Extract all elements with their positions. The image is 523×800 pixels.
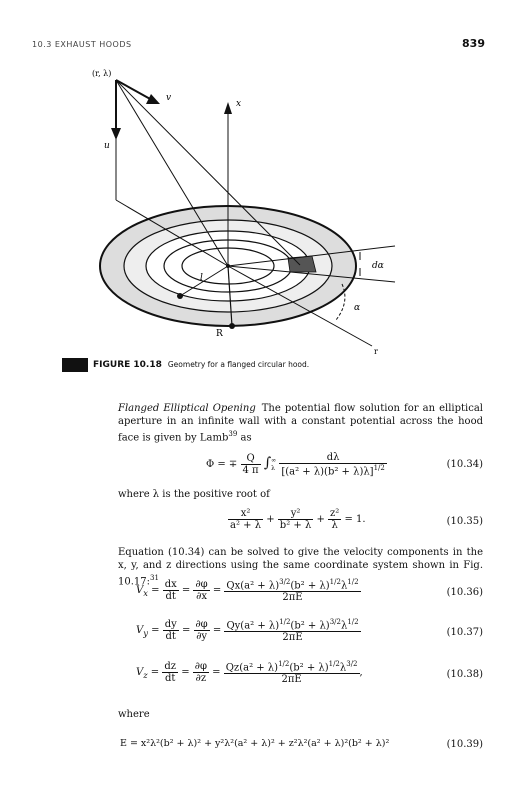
eq37-num-b: (b² + λ): [290, 620, 330, 632]
eq35-t1-num: x²: [228, 508, 263, 520]
eq36-d2-num: ∂φ: [195, 579, 208, 591]
eq37-num-a: Qy(a² + λ): [226, 620, 280, 632]
eq34-int-upper: ∞: [271, 456, 277, 464]
eq35-number: (10.35): [446, 516, 483, 527]
eq38-num-c: λ: [339, 662, 347, 674]
figure-10-18: [20, 60, 500, 360]
eq36-num-c: λ: [340, 580, 348, 592]
label-R: R: [216, 329, 223, 339]
eq36-num-e2: 1/2: [329, 578, 341, 586]
label-r: r: [374, 347, 378, 356]
caption-bar: [62, 358, 88, 372]
eq37-number: (10.37): [446, 627, 483, 638]
running-head: 10.3 EXHAUST HOODS: [32, 40, 132, 49]
eq35-t3-num: z²: [330, 508, 340, 519]
eq36-num-b: (b² + λ): [290, 580, 330, 592]
label-d-alpha: dα: [372, 261, 384, 271]
eq35-rhs: = 1.: [344, 514, 366, 525]
eq34-coef-den: 4 π: [242, 465, 259, 477]
eq35-t3-den: λ: [331, 520, 338, 531]
eq38-num-e1: 1/2: [278, 660, 290, 668]
label-l: l: [200, 273, 203, 283]
eq37-d2-den: ∂y: [196, 631, 208, 643]
eq37-den: 2πE: [282, 632, 303, 644]
eq37-num-e3: 1/2: [347, 618, 359, 626]
eq36-lhs: V: [136, 585, 144, 597]
equation-10-37: $V_y$ = $\frac{dy}{dt}$ = $\frac{\partial\varphi}{\partial y}$ = $\frac{Qy(a^2 + \lambda)^{1/2}(b^2 + \lambda)^{3/2}\lambda^{1/2}}{2\pi E}$: [136, 618, 359, 644]
eq36-num-a: Qx(a² + λ): [226, 580, 280, 592]
eq34-number: (10.34): [446, 459, 483, 470]
eq36-d1-den: dt: [165, 591, 176, 603]
label-x: x: [236, 99, 242, 109]
eq34-frac-num: dλ: [279, 452, 387, 464]
section-ref: 39: [228, 430, 238, 439]
label-u: u: [104, 141, 110, 151]
figure-caption: [93, 360, 309, 370]
section-heading: Flanged Elliptical Opening: [118, 403, 256, 414]
equation-10-39: E = x²λ²(b² + λ)² + y²λ²(a² + λ)² + z²λ²(a² + λ)²(b² + λ)²: [120, 738, 390, 749]
eq37-d1-den: dt: [165, 631, 176, 643]
v-arrow: [146, 94, 160, 104]
text-where-lambda: where λ is the positive root of: [118, 489, 270, 500]
flanged-hood-diagram: [20, 60, 500, 360]
velocity-intro-text: Equation (10.34) can be solved to give the velocity components in the x, y, and z directions using the same coordinate system shown in Fig. 10.17:: [118, 547, 483, 588]
eq38-d1-num: dz: [164, 661, 177, 673]
eq38-num-e3: 3/2: [346, 660, 358, 668]
eq38-tail: ,: [359, 667, 363, 679]
eq36-number: (10.36): [446, 587, 483, 598]
velocity-intro-ref: 31: [150, 574, 159, 582]
eq38-den: 2πE: [281, 674, 302, 686]
eq36-d2-den: ∂x: [196, 591, 207, 603]
eq37-num-c: λ: [340, 620, 348, 632]
section-intro: [118, 402, 483, 445]
l-dot: [177, 293, 183, 299]
eq37-lhs: V: [136, 625, 144, 637]
eq34-frac-den: [(a² + λ)(b² + λ)λ]: [281, 466, 374, 478]
equation-10-36: $V_x$ = $\frac{dx}{dt}$ = $\frac{\partial\varphi}{\partial x}$ = $\frac{Qx(a^2 + \lambda)^{3/2}(b^2 + \lambda)^{1/2}\lambda^{1/2}}{2\pi E}$: [136, 578, 359, 604]
label-v: v: [166, 93, 172, 103]
eq36-num-e1: 3/2: [279, 578, 291, 586]
eq38-d1-den: dt: [165, 673, 176, 685]
eq35-t1-den: a² + λ: [230, 520, 262, 531]
eq36-d1-num: dx: [164, 579, 177, 591]
eq39-number: (10.39): [446, 739, 483, 750]
eq37-d2-num: ∂φ: [195, 619, 208, 631]
origin-dot: [226, 264, 230, 268]
v-vector: [116, 80, 152, 100]
eq37-num-e1: 1/2: [279, 618, 291, 626]
eq37-num-e2: 3/2: [329, 618, 341, 626]
caption-text: Geometry for a flanged circular hood.: [167, 360, 310, 369]
eq34-frac-den-exp: 1/2: [373, 464, 385, 472]
eq37-d1-num: dy: [164, 619, 177, 631]
eq38-d2-den: ∂z: [195, 673, 207, 685]
eq35-t2-den: b² + λ: [279, 520, 312, 531]
caption-label: FIGURE 10.18: [93, 360, 162, 370]
u-arrow: [111, 128, 121, 140]
section-text-end: as: [237, 432, 252, 444]
eq38-number: (10.38): [446, 669, 483, 680]
page-number: 839: [462, 37, 485, 50]
eq37-sub: y: [143, 628, 148, 639]
eq38-lhs: V: [136, 667, 144, 679]
label-alpha: α: [354, 303, 361, 313]
eq38-num-e2: 1/2: [328, 660, 340, 668]
eq34-coef-num: Q: [241, 453, 261, 465]
x-axis-arrow: [224, 102, 232, 114]
label-point: (r, λ): [92, 69, 112, 78]
eq34-lhs: Φ = ∓: [206, 459, 238, 471]
eq38-num-a: Qz(a² + λ): [225, 662, 279, 674]
equation-10-38: $V_z$ = $\frac{dz}{dt}$ = $\frac{\partial\varphi}{\partial z}$ = $\frac{Qz(a^2 + \lambda)^{1/2}(b^2 + \lambda)^{1/2}\lambda^{3/2}}{2\pi E}$ ,: [136, 660, 363, 686]
section-text: The potential flow solution for an elliptical aperture in an infinite wall with a constant potential across the hood face is given by Lamb: [118, 403, 483, 444]
equation-10-35: $\frac{\text{x²}}{\text{a² + λ}}$ + $\frac{\text{y²}}{\text{b² + λ}}$ + $\frac{\text{z²}}{\lambda}$ = 1.: [230, 508, 366, 531]
eq36-sub: x: [143, 588, 148, 599]
eq38-d2-num: ∂φ: [194, 661, 207, 673]
eq36-den: 2πE: [282, 592, 303, 604]
equation-10-34: Φ = ∓ $\frac{Q}{4 \pi}$ ∫∞ λ $\frac{d\lambda}{[(a^2 + \lambda)(b^2 + \lambda)\lambda]^{1/2}}$: [206, 452, 385, 478]
eq38-num-b: (b² + λ): [289, 662, 329, 674]
eq34-int-lower: λ: [271, 464, 275, 472]
text-where: where: [118, 709, 150, 720]
R-dot: [229, 323, 235, 329]
eq36-num-e3: 1/2: [347, 578, 359, 586]
eq38-sub: z: [143, 670, 148, 681]
eq35-t2-num: y²: [278, 508, 313, 520]
